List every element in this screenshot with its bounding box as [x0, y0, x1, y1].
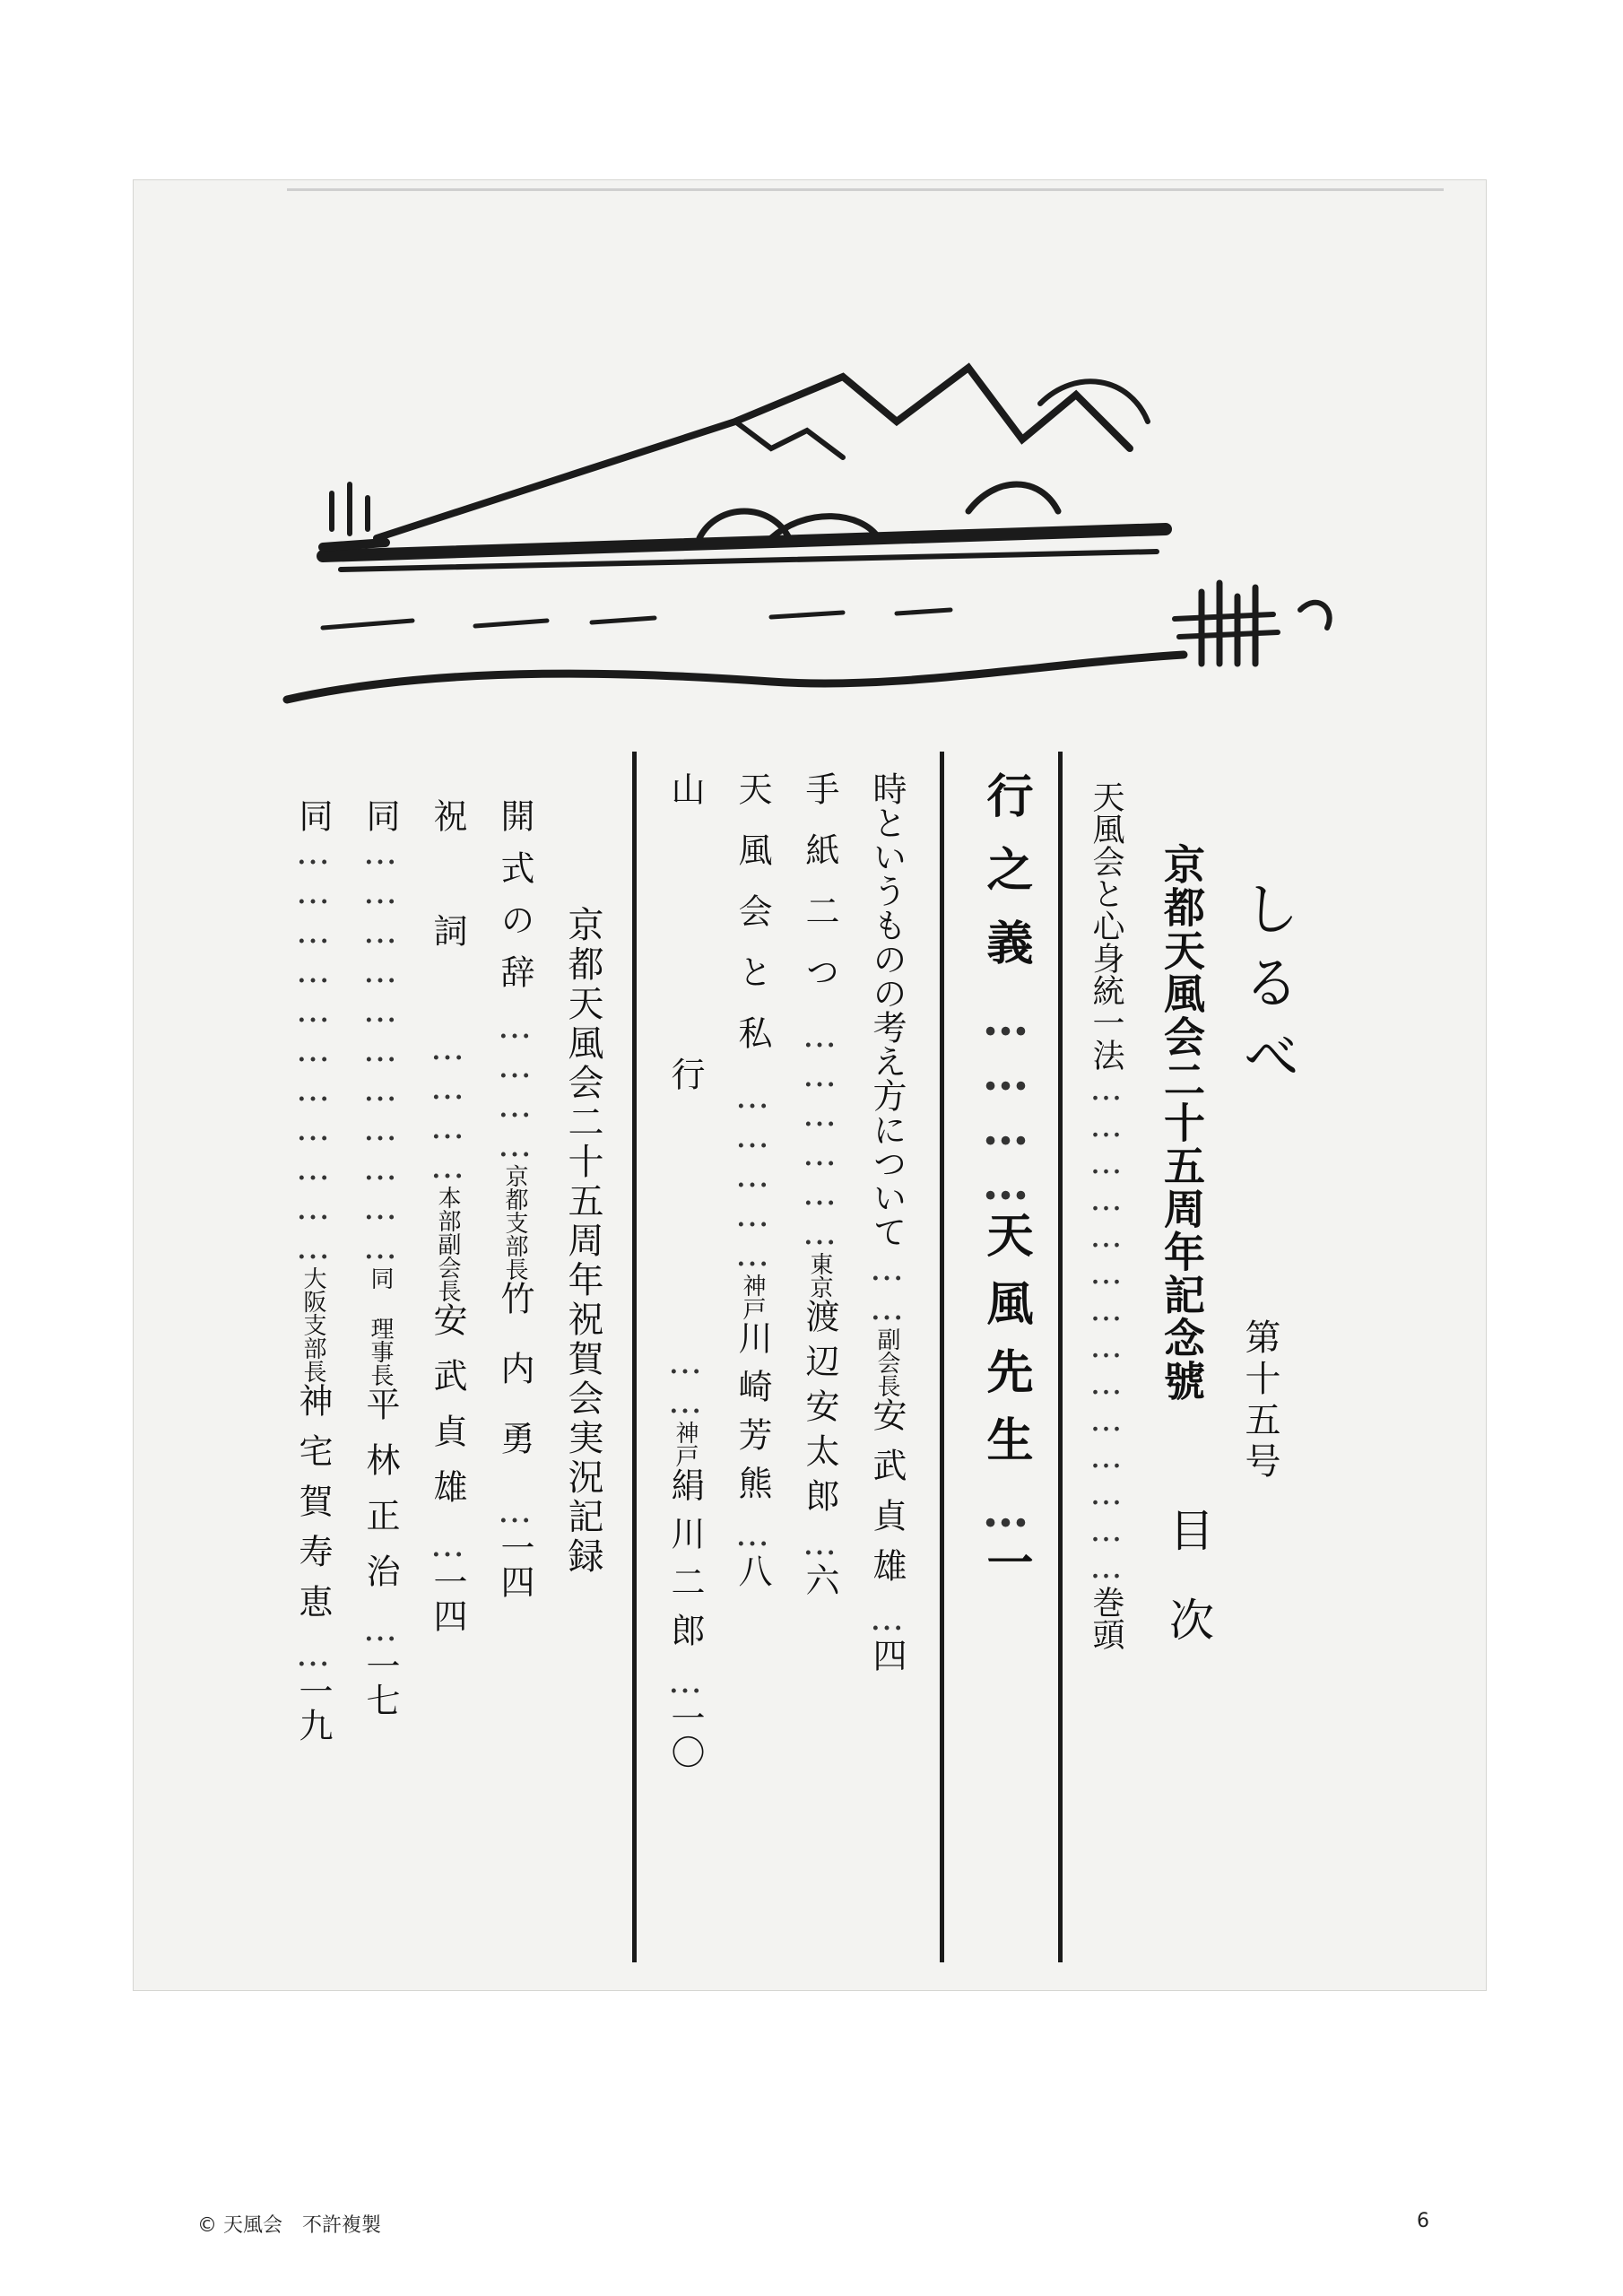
toc-entry-author: 安武貞雄	[867, 1397, 907, 1598]
leader-dots: ……	[867, 1248, 907, 1327]
toc-entry-page: 巻頭	[1088, 1586, 1124, 1650]
leader-dots: …	[800, 1523, 839, 1562]
section-entry-title: 同	[293, 798, 333, 832]
toc-entry-page: 一	[978, 1538, 1033, 1585]
leader-dots: …………	[978, 992, 1033, 1211]
toc-entry-2	[978, 771, 1033, 1585]
leader-dots: …	[978, 1483, 1033, 1538]
column-rule-right	[1058, 752, 1063, 1962]
toc-entry-title: 天風会と心身統一法	[1088, 780, 1124, 1071]
toc-entry-4	[800, 771, 839, 1596]
page-edge-line	[287, 188, 1444, 191]
toc-entry-title: 時というものの考え方について	[867, 771, 907, 1248]
leader-dots: …………	[428, 1028, 467, 1186]
toc-entry-6	[665, 771, 705, 1769]
leader-dots: ……………………………	[293, 832, 333, 1266]
toc-entry-author: 川崎芳熊	[733, 1320, 772, 1514]
section-entry-2	[428, 798, 467, 1632]
section-entry-page: 一七	[360, 1648, 400, 1717]
leader-dots: ……………………………………	[1088, 1071, 1124, 1586]
special-issue-title: 京都天風会二十五周年記念號	[1158, 843, 1206, 1403]
toc-entry-page: 八	[733, 1553, 772, 1587]
section-entry-title: 祝詞	[428, 798, 467, 1028]
section-entry-author: 安武貞雄	[428, 1302, 467, 1525]
leader-dots: …	[867, 1598, 907, 1638]
section-entry-page: 一四	[428, 1564, 467, 1632]
toc-entry-title: 行之義	[978, 771, 1033, 992]
toc-entry-role: 副会長	[873, 1327, 900, 1397]
section-entry-3	[360, 798, 400, 1717]
toc-entry-1	[1089, 780, 1122, 1650]
toc-entry-role: 東京	[806, 1252, 833, 1299]
leader-dots: …	[733, 1514, 772, 1553]
leader-dots: ………………	[800, 1015, 839, 1252]
landscape-illustration	[269, 341, 1381, 718]
section-entry-4	[293, 798, 333, 1742]
section-entry-role: 本部副会長	[434, 1186, 461, 1302]
copyright-notice: © 天風会 不許複製	[197, 2214, 381, 2237]
leader-dots: ……	[665, 1342, 705, 1421]
toc-entry-role: 神戸	[672, 1421, 699, 1467]
toc-entry-author: 天風先生	[978, 1211, 1033, 1483]
section-entry-role: 同 理事長	[367, 1266, 394, 1387]
section-entry-page: 一九	[293, 1674, 333, 1742]
column-rule-middle	[940, 752, 944, 1962]
section-entry-author: 平林正治	[360, 1387, 400, 1609]
leader-dots: …	[428, 1525, 467, 1564]
section-entry-role: 京都支部長	[501, 1164, 528, 1281]
leader-dots: …	[360, 1609, 400, 1648]
toc-heading: 目次	[1162, 1507, 1214, 1686]
section-entry-title: 同	[360, 798, 400, 832]
toc-entry-page: 六	[800, 1562, 839, 1596]
leader-dots: ……………	[733, 1076, 772, 1274]
section-entry-1	[495, 798, 534, 1598]
toc-entry-title: 山行	[665, 771, 705, 1342]
section-entry-page: 一四	[495, 1530, 534, 1598]
leader-dots: ……………………………	[360, 832, 400, 1266]
section-entry-role: 大阪支部長	[299, 1266, 326, 1383]
page-number: 6	[1417, 2210, 1429, 2232]
magazine-title: しるべ	[1233, 879, 1299, 1100]
column-rule-left	[632, 752, 637, 1962]
toc-entry-title: 天風会と私	[733, 771, 772, 1076]
toc-entry-author: 絹川二郎	[665, 1467, 705, 1661]
section-entry-title: 開式の辞	[495, 798, 534, 1006]
toc-entry-role: 神戸	[739, 1274, 766, 1320]
toc-entry-author: 渡辺安太郎	[800, 1299, 839, 1523]
issue-number: 第十五号	[1239, 1318, 1280, 1483]
toc-entry-3	[867, 771, 907, 1672]
toc-entry-5	[733, 771, 772, 1587]
section-heading: 京都天風会二十五周年祝賀会実況記録	[562, 906, 603, 1577]
toc-entry-page: 一〇	[665, 1700, 705, 1769]
leader-dots: …………	[495, 1006, 534, 1164]
section-entry-author: 神宅賀寿恵	[293, 1383, 333, 1634]
toc-entry-title: 手紙二つ	[800, 771, 839, 1015]
leader-dots: …	[293, 1634, 333, 1674]
section-entry-author: 竹内勇	[495, 1281, 534, 1491]
toc-entry-page: 四	[867, 1638, 907, 1672]
leader-dots: …	[495, 1491, 534, 1530]
leader-dots: …	[665, 1661, 705, 1700]
